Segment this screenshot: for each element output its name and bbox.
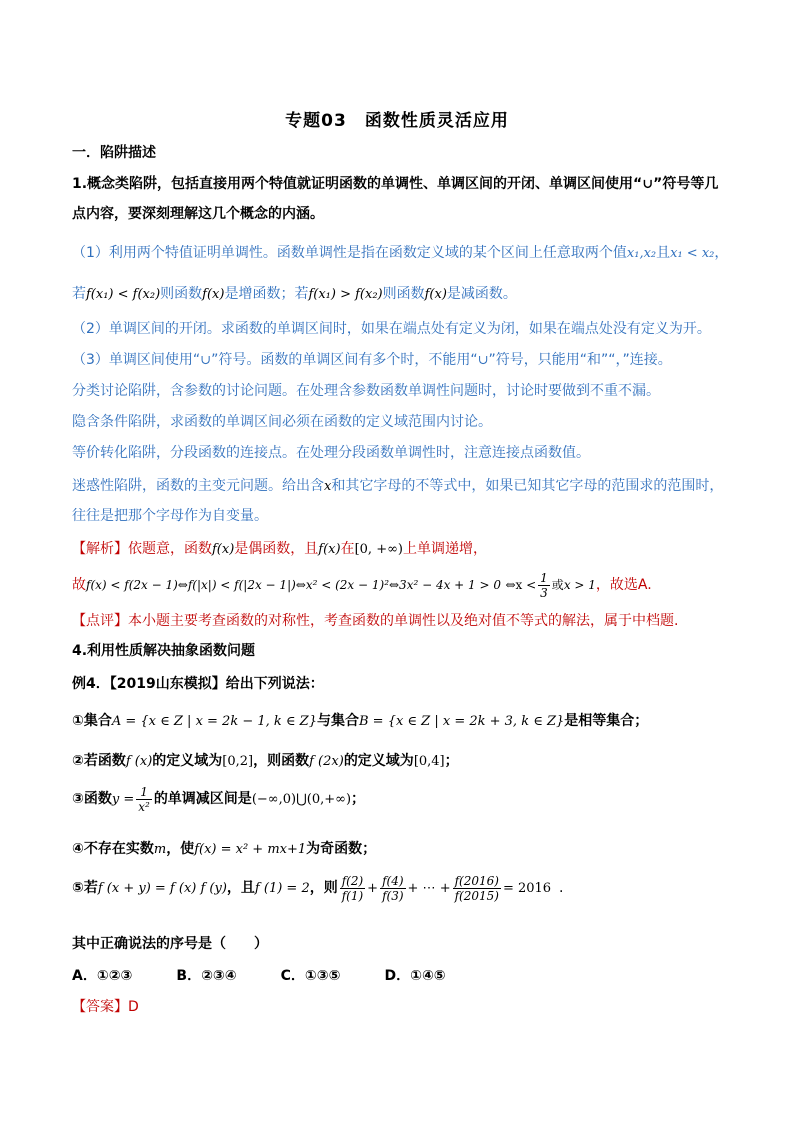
- union-symbol: ∪: [642, 177, 654, 192]
- blue-line-8: [72, 475, 723, 498]
- set-b: B = {x ∈ Z | x = 2k + 3, k ∈ Z}: [358, 714, 565, 729]
- math-interval: (−∞,0)⋃(0,+∞): [251, 792, 352, 807]
- math-inequality: x₁ < x₂: [670, 246, 715, 261]
- text: ”符号等几: [653, 176, 719, 192]
- option-b: B．②③④: [176, 968, 237, 984]
- blue-line-4: [72, 349, 672, 372]
- denominator: f(3): [382, 888, 404, 903]
- blue-line-2: [72, 283, 517, 306]
- statement-3: [72, 782, 365, 817]
- text: 的单调减区间是: [153, 791, 252, 807]
- numerator: f(2016): [454, 873, 499, 888]
- section-heading: 一．陷阱描述: [72, 145, 156, 161]
- math-x: x: [324, 479, 332, 494]
- math-fx: f(x): [212, 542, 235, 557]
- math-interval: [0, +∞): [354, 542, 403, 557]
- text: 迷惑性陷阱，函数的主变元问题。给出含: [72, 478, 324, 494]
- option-c: C．①③⑤: [280, 968, 341, 984]
- denominator: 3: [540, 585, 548, 600]
- statement-5: ⑤若f (x + y) = f (x) f (y)，且f (1) = 2，则 $\frac{f(2)}{f(1)}$ + $\frac{f(4)}{f(3)}$ + ⋯ + $\frac{f(2016)}{f(2015)}$ = 2016 .: [72, 873, 564, 903]
- text: 且: [656, 245, 671, 261]
- text: ”符号，只能用“和”“，”连接。: [488, 352, 672, 368]
- math-derivation: f(x) < f(2x − 1)⇔f(|x|) < f(|2x − 1|)⇔x² < (2x − 1)²⇔3x² − 4x + 1 > 0: [86, 578, 501, 592]
- text: ；: [444, 753, 459, 769]
- text: ，则函数: [253, 753, 310, 769]
- answer-line: [72, 996, 139, 1018]
- math-functional-equation: f (x + y) = f (x) f (y): [97, 881, 227, 896]
- numerator: f(4): [382, 873, 404, 888]
- statement-2: [72, 750, 459, 773]
- text: 是偶函数，且: [234, 541, 319, 557]
- math-interval: [0,2]: [222, 754, 254, 769]
- math-dots: + ⋯ +: [407, 881, 451, 896]
- text: （3）单调区间使用“: [72, 352, 201, 368]
- options-row: [72, 965, 490, 987]
- statement-4: [72, 838, 376, 861]
- blue-line-6: 隐含条件陷阱，求函数的单调区间必须在函数的定义域范围内讨论。: [72, 414, 492, 430]
- text: 上单调递增，: [403, 541, 487, 557]
- math-x-gt-1: x > 1: [563, 578, 596, 592]
- math-y: y =: [111, 792, 135, 807]
- text: ，则: [309, 880, 338, 896]
- set-a: A = {x ∈ Z | x = 2k − 1, k ∈ Z}: [111, 714, 317, 729]
- fraction-f2016-f2015: [453, 874, 501, 903]
- text: 则函数: [382, 286, 425, 302]
- text: ④不存在实数: [72, 841, 154, 857]
- math-fx: f(x): [424, 287, 447, 302]
- blue-line-1: [72, 242, 728, 265]
- text: ，故选A.: [595, 577, 652, 593]
- section-4-heading: 4.利用性质解决抽象函数问题: [72, 643, 256, 659]
- text: 则函数: [160, 286, 203, 302]
- example-4-heading: 例4．【2019山东模拟】给出下列说法：: [72, 676, 324, 692]
- text: .: [559, 880, 564, 896]
- math-fx: f (x): [125, 754, 153, 769]
- question-prompt: 其中正确说法的序号是（ ）: [72, 936, 268, 952]
- denominator: x²: [138, 799, 150, 814]
- paragraph-1-line-2: 点内容，要深刻理解这几个概念的内涵。: [72, 206, 324, 222]
- text: ③函数: [72, 791, 112, 807]
- text: 故: [72, 577, 86, 593]
- text: 若: [72, 286, 86, 302]
- text: 或: [551, 578, 564, 592]
- math-expression: f(x₁) > f(x₂): [308, 287, 383, 302]
- derivation-line: [72, 570, 652, 600]
- math-x1x2: x₁,x₂: [626, 246, 657, 261]
- analysis-tag: 【解析】: [72, 541, 128, 557]
- denominator: f(2015): [454, 888, 499, 903]
- numerator: f(2): [341, 873, 364, 888]
- option-a: A．①②③: [72, 968, 133, 984]
- answer-tag: 【答案】: [72, 999, 128, 1015]
- math-fx: f(x): [202, 287, 225, 302]
- text: 是减函数。: [446, 286, 517, 302]
- text: 的定义域为: [343, 753, 414, 769]
- fraction-f2-f1: [340, 874, 365, 903]
- text: 依题意，函数: [128, 541, 212, 557]
- text: 和其它字母的不等式中，如果已知其它字母的范围求的范围时，: [331, 478, 724, 494]
- text: ”符号。函数的单调区间有多个时，不能用“: [211, 352, 478, 368]
- fraction-one-third: [538, 571, 550, 600]
- text: 1.概念类陷阱，包括直接用两个特值就证明函数的单调性、单调区间的开闭、单调区间使用“: [72, 176, 643, 192]
- text: ②若函数: [72, 753, 126, 769]
- math-interval: [0,4]: [413, 754, 445, 769]
- answer-value: D: [128, 999, 139, 1015]
- text: （1）利用两个特值证明单调性。函数单调性是指在函数定义域的某个区间上任意取两个值: [72, 245, 627, 261]
- text: ①集合: [72, 713, 112, 729]
- math-fx: f(x): [318, 542, 341, 557]
- analysis-line: [72, 538, 487, 561]
- blue-line-9: 往往是把那个字母作为自变量。: [72, 508, 268, 524]
- math-equals: = 2016: [502, 881, 552, 896]
- statement-1: [72, 710, 648, 733]
- math-arrow: ⇔x <: [505, 578, 537, 592]
- text: 与集合: [316, 713, 359, 729]
- math-f2x: f (2x): [309, 754, 344, 769]
- math-m: m: [153, 842, 167, 857]
- blue-line-5: 分类讨论陷阱，含参数的讨论问题。在处理含参数函数单调性问题时，讨论时要做到不重不漏。: [72, 383, 660, 399]
- comment-tag: 【点评】: [72, 613, 128, 629]
- paragraph-1-line-1: [72, 173, 718, 196]
- fraction-1-over-x2: [136, 785, 152, 814]
- math-function: f(x) = x² + mx+1: [194, 842, 307, 857]
- text: 在: [340, 541, 355, 557]
- comment-text: 本小题主要考查函数的对称性，考查函数的单调性以及绝对值不等式的解法，属于中档题.: [128, 613, 679, 629]
- text: ，且: [226, 880, 255, 896]
- text: 是增函数；若: [224, 286, 309, 302]
- numerator: 1: [540, 570, 548, 585]
- blue-line-3: （2）单调区间的开闭。求函数的单调区间时，如果在端点处有定义为闭，如果在端点处没有定义为开。: [72, 321, 711, 337]
- union-symbol: ∪: [477, 353, 489, 368]
- option-d: D．①④⑤: [384, 968, 446, 984]
- page-title: 专题03 函数性质灵活应用: [285, 111, 509, 131]
- text: ⑤若: [72, 880, 98, 896]
- comment-line: [72, 610, 678, 632]
- blue-line-7: 等价转化陷阱，分段函数的连接点。在处理分段函数单调性时，注意连接点函数值。: [72, 445, 590, 461]
- text: 为奇函数；: [306, 841, 377, 857]
- fraction-f4-f3: [380, 874, 405, 903]
- text: 是相等集合；: [564, 713, 649, 729]
- text: ，使: [166, 841, 195, 857]
- text: ；: [351, 791, 366, 807]
- union-symbol: ∪: [200, 353, 212, 368]
- text: 的定义域为: [152, 753, 223, 769]
- math-expression: f(x₁) < f(x₂): [86, 287, 161, 302]
- denominator: f(1): [341, 888, 364, 903]
- math-f1: f (1) = 2: [254, 881, 310, 896]
- text: ，: [714, 245, 729, 261]
- numerator: 1: [136, 785, 152, 800]
